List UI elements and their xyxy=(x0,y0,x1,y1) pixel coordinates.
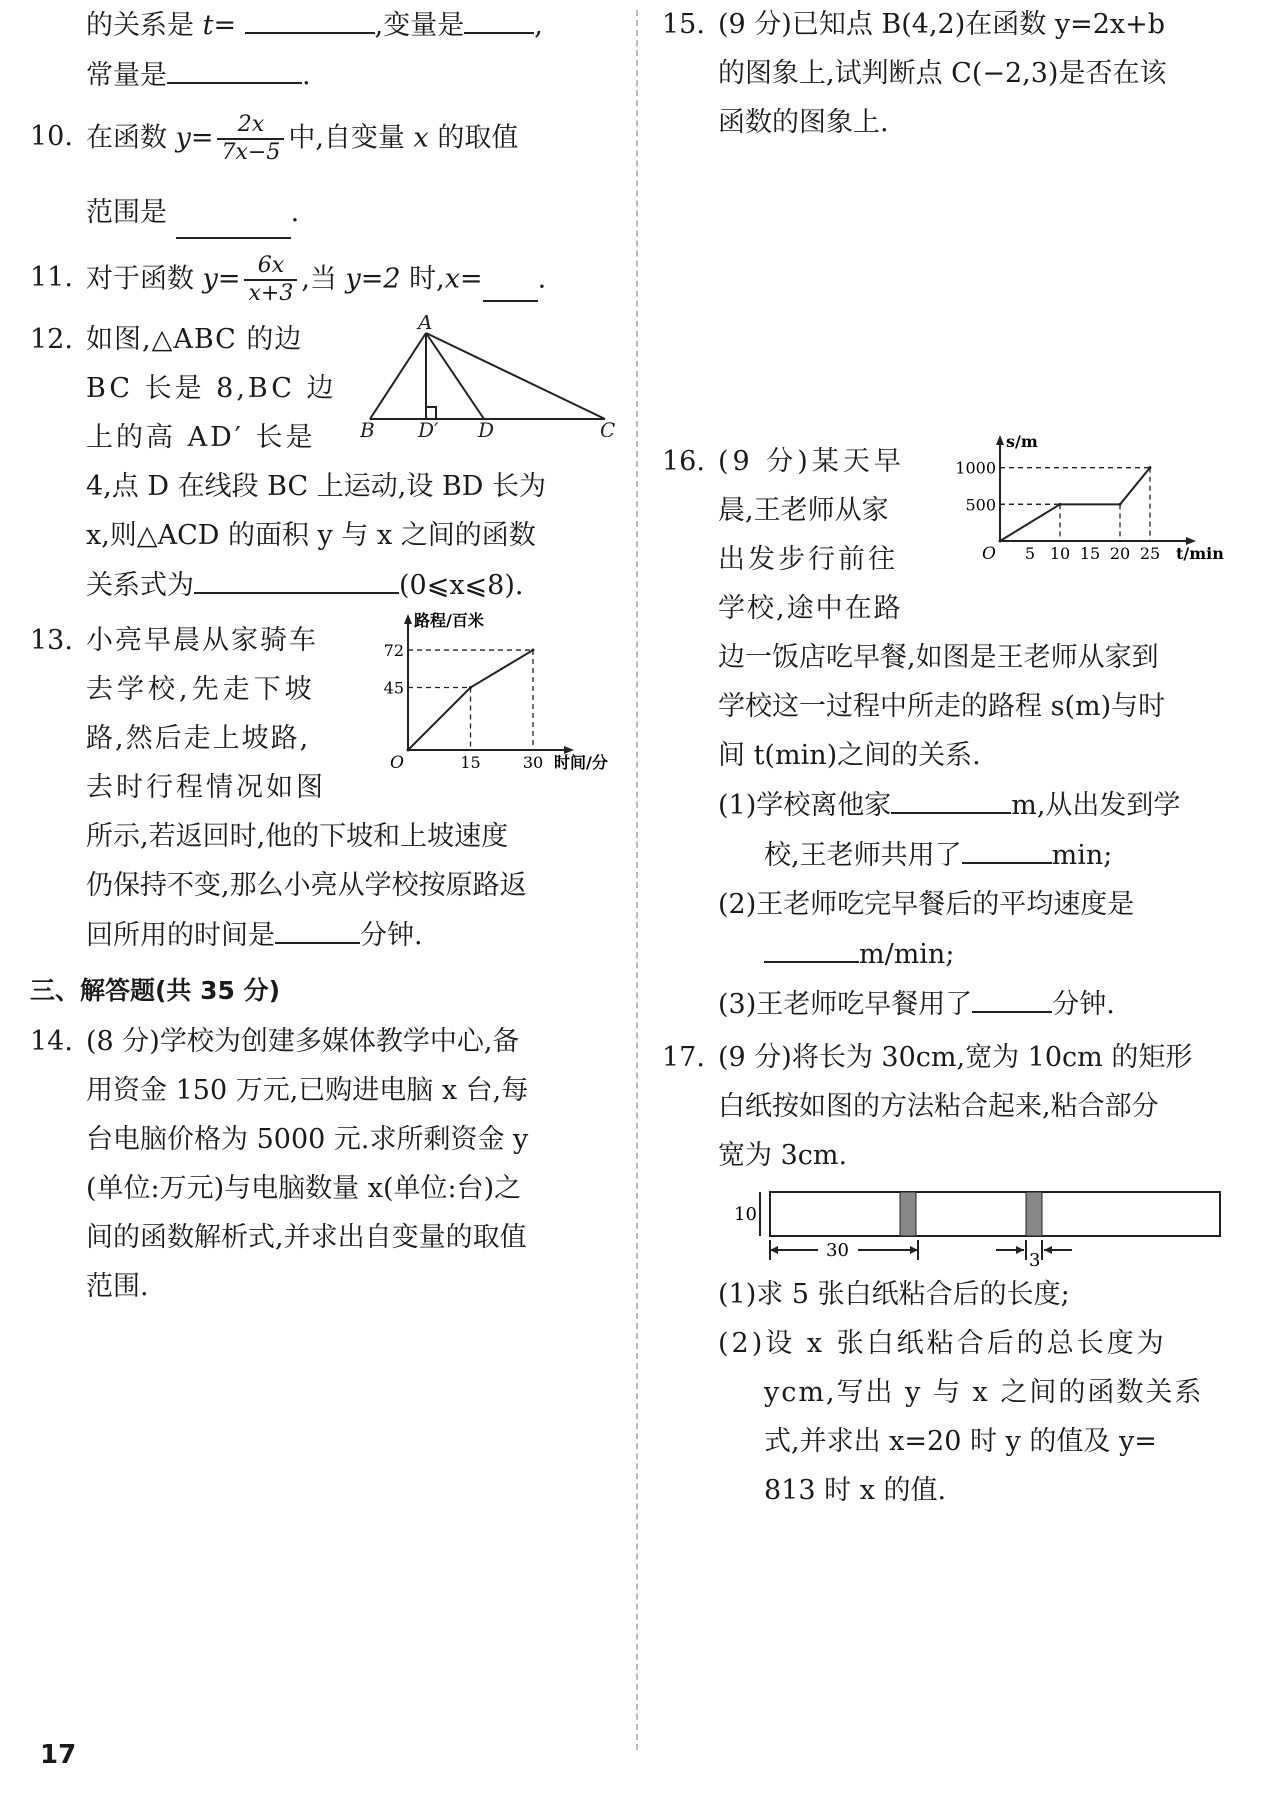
q10-fraction xyxy=(217,112,284,166)
q16-p1-text: (1)学校离他家 xyxy=(718,790,892,821)
q10-frac-bot: 7x−5 xyxy=(221,140,281,165)
q12-line6: 关系式为 xyxy=(86,570,194,601)
y-axis-arrow xyxy=(404,614,412,624)
x-tick-label: 5 xyxy=(1024,544,1036,563)
q11-end: . xyxy=(537,263,547,295)
q16-line7: 间 t(min)之间的关系. xyxy=(718,740,981,771)
section-3-heading xyxy=(30,966,615,1015)
q13-blank[interactable] xyxy=(275,910,360,944)
q12-line2: BC 长是 8,BC 边 xyxy=(86,373,337,404)
q16-line5: 边一饭店吃早餐,如图是王老师从家到 xyxy=(718,642,1159,673)
q16-distance-time-chart xyxy=(942,433,1242,583)
q13-distance-time-chart xyxy=(370,608,630,778)
q12-line6-post: (0⩽x⩽8). xyxy=(399,570,524,601)
q10-blank[interactable] xyxy=(176,205,291,239)
q12-line3: 上的高 AD′ 长是 xyxy=(86,422,316,453)
q17-p2-line4: 813 时 x 的值. xyxy=(764,1475,947,1506)
side-ab xyxy=(370,333,426,419)
q11-frac-bot: x+3 xyxy=(248,281,294,306)
question-16 xyxy=(662,433,1252,1029)
q17-part-2 xyxy=(662,1319,1252,1515)
glued-overlap-1 xyxy=(900,1192,916,1236)
q16-line2: 晨,王老师从家 xyxy=(718,495,889,526)
q16-p3-text: (3)王老师吃早餐用了 xyxy=(718,989,973,1020)
q16-p2-text: (2)王老师吃完早餐后的平均速度是 xyxy=(718,889,1135,920)
label-d-prime: D′ xyxy=(418,418,439,437)
q17-p2-line2: ycm,写出 y 与 x 之间的函数关系 xyxy=(764,1377,1204,1408)
arrowhead xyxy=(1016,1246,1024,1254)
q15-line2: 的图象上,试判断点 C(−2,3)是否在该 xyxy=(718,58,1167,89)
q9-sep1: ,变量是 xyxy=(374,10,465,41)
q10-y: y= xyxy=(175,122,214,154)
q13-number: 13. xyxy=(30,625,73,656)
arrowhead xyxy=(1044,1246,1052,1254)
q16-p1-blank-2[interactable] xyxy=(962,830,1052,864)
triangle-figure xyxy=(360,315,620,437)
q11-x: x= xyxy=(444,263,483,295)
q14-line3: 台电脑价格为 5000 元.求所剩资金 y xyxy=(86,1124,529,1155)
q16-part-3 xyxy=(662,979,1252,1029)
data-point xyxy=(469,686,472,689)
page-number: 17 xyxy=(40,1740,77,1770)
q16-p3-blank[interactable] xyxy=(972,979,1052,1013)
q9-blank-2[interactable] xyxy=(464,0,534,34)
question-11 xyxy=(30,253,615,307)
y-axis-arrow xyxy=(996,435,1004,445)
q16-p1-blank-1[interactable] xyxy=(891,780,1011,814)
x-tick-label: 15 xyxy=(1079,544,1101,563)
q13-line2: 去学校,先走下坡 xyxy=(86,674,316,705)
q16-p1-line2: 校,王老师共用了 xyxy=(764,840,962,871)
q10-end: . xyxy=(290,197,300,228)
q11-text-2: ,当 xyxy=(301,263,346,295)
q11-blank[interactable] xyxy=(483,268,538,302)
q13-line3: 路,然后走上坡路, xyxy=(86,723,311,754)
q11-text: 对于函数 xyxy=(86,263,203,295)
q16-line1: (9 分)某天早 xyxy=(718,446,905,477)
data-point xyxy=(999,540,1002,543)
q14-line5: 间的函数解析式,并求出自变量的取值 xyxy=(86,1222,527,1253)
q17-line2: 白纸按如图的方法粘合起来,粘合部分 xyxy=(718,1091,1159,1122)
q15-number: 15. xyxy=(662,9,705,40)
y-tick-label: 72 xyxy=(383,641,404,661)
q11-number: 11. xyxy=(30,262,73,293)
q11-frac-top: 6x xyxy=(244,253,297,281)
q14-line2: 用资金 150 万元,已购进电脑 x 台,每 xyxy=(86,1075,529,1106)
arrowhead xyxy=(910,1246,918,1254)
data-point xyxy=(1149,466,1152,469)
label-c: C xyxy=(600,418,616,437)
q15-line1: (9 分)已知点 B(4,2)在函数 y=2x+b xyxy=(718,9,1166,40)
origin-label: O xyxy=(390,753,404,773)
q16-part-1 xyxy=(662,780,1252,880)
data-point xyxy=(407,749,410,752)
q16-p1-line2-post: min; xyxy=(1051,840,1113,871)
q16-p2-line2-post: m/min; xyxy=(859,939,955,970)
data-point xyxy=(1119,503,1122,506)
label-height: 10 xyxy=(734,1204,757,1225)
data-point xyxy=(532,649,535,652)
q16-p1-mid: m,从出发到学 xyxy=(1011,790,1181,821)
data-point xyxy=(1059,503,1062,506)
y-axis-label: 路程/百米 xyxy=(414,611,484,630)
q10-number: 10. xyxy=(30,121,73,152)
question-9-continuation xyxy=(30,0,615,100)
y-tick-label: 45 xyxy=(383,678,404,698)
x-tick-label: 30 xyxy=(522,753,544,772)
q13-line7: 回所用的时间是 xyxy=(86,920,275,951)
q12-line4: 4,点 D 在线段 BC 上运动,设 BD 长为 xyxy=(86,471,546,502)
question-10 xyxy=(30,112,615,239)
arrowhead xyxy=(770,1246,778,1254)
q9-blank-3[interactable] xyxy=(167,50,302,84)
label-a: A xyxy=(418,315,433,334)
question-17 xyxy=(662,1033,1252,1515)
q15-line3: 函数的图象上. xyxy=(718,107,889,138)
glued-overlap-2 xyxy=(1026,1192,1042,1236)
q10-line2: 范围是 xyxy=(86,197,167,228)
q13-line7-post: 分钟. xyxy=(360,920,423,951)
q16-part-2 xyxy=(662,880,1252,979)
q12-blank[interactable] xyxy=(194,560,399,594)
q16-p3-post: 分钟. xyxy=(1052,989,1115,1020)
x-axis-label: t/min xyxy=(1176,544,1224,563)
q16-line3: 出发步行前往 xyxy=(718,544,898,575)
q17-number: 17. xyxy=(662,1042,705,1073)
right-column xyxy=(662,0,1252,1515)
glued-strips-figure xyxy=(718,1186,1228,1270)
q16-line6: 学校这一过程中所走的路程 s(m)与时 xyxy=(718,691,1166,722)
q16-line4: 学校,途中在路 xyxy=(718,593,903,624)
q13-line1: 小亮早晨从家骑车 xyxy=(86,625,318,656)
column-divider xyxy=(636,10,638,1750)
q14-line4: (单位:万元)与电脑数量 x(单位:台)之 xyxy=(86,1173,522,1204)
q12-line1: 如图,△ABC 的边 xyxy=(86,324,303,355)
y-tick-label: 1000 xyxy=(955,458,996,478)
x-tick-label: 15 xyxy=(460,753,481,772)
x-tick-label: 25 xyxy=(1139,544,1161,563)
q16-p2-blank[interactable] xyxy=(764,929,859,963)
q16-number: 16. xyxy=(662,446,705,477)
x-tick-label: 10 xyxy=(1049,544,1071,563)
q14-line1: (8 分)学校为创建多媒体教学中心,备 xyxy=(86,1026,520,1057)
question-12 xyxy=(30,315,615,610)
q17-part-1: (1)求 5 张白纸粘合后的长度; xyxy=(718,1279,1070,1310)
q11-text-3: 时, xyxy=(400,263,445,295)
q13-line5: 所示,若返回时,他的下坡和上坡速度 xyxy=(86,821,509,852)
q10-frac-top: 2x xyxy=(217,112,284,140)
q11-y2: y=2 xyxy=(345,263,401,295)
q17-line3: 宽为 3cm. xyxy=(718,1140,848,1171)
q17-p2-line3: 式,并求出 x=20 时 y 的值及 y= xyxy=(764,1426,1157,1457)
left-column xyxy=(30,0,615,1311)
question-14 xyxy=(30,1017,615,1311)
section-3-title: 三、解答题(共 35 分) xyxy=(30,976,281,1005)
q9-sep2: , xyxy=(534,10,543,41)
side-ac xyxy=(426,333,605,419)
q17-line1: (9 分)将长为 30cm,宽为 10cm 的矩形 xyxy=(718,1042,1193,1073)
q9-blank-1[interactable] xyxy=(245,0,375,34)
q9-text-2: 常量是 xyxy=(86,60,167,91)
label-length: 30 xyxy=(826,1240,849,1261)
label-b: B xyxy=(360,418,375,437)
q12-number: 12. xyxy=(30,324,73,355)
strip-outline xyxy=(770,1192,1220,1236)
q12-line5: x,则△ACD 的面积 y 与 x 之间的函数 xyxy=(86,520,536,551)
q11-y: y= xyxy=(202,263,241,295)
q13-line6: 仍保持不变,那么小亮从学校按原路返 xyxy=(86,870,527,901)
q14-number: 14. xyxy=(30,1026,73,1057)
y-axis-label: s/m xyxy=(1006,433,1038,451)
q9-end: . xyxy=(302,60,311,91)
label-overlap: 3 xyxy=(1029,1250,1041,1270)
q11-fraction xyxy=(244,253,297,307)
q17-p2-line1: (2)设 x 张白纸粘合后的总长度为 xyxy=(718,1328,1167,1359)
q10-text: 在函数 xyxy=(86,122,176,154)
x-tick-label: 20 xyxy=(1109,544,1131,563)
q14-line6: 范围. xyxy=(86,1271,149,1302)
q10-text-3: 的取值 xyxy=(428,122,519,154)
q9-eq: = xyxy=(213,10,237,41)
question-15 xyxy=(662,0,1252,147)
q9-text: 的关系是 xyxy=(86,10,203,41)
y-tick-label: 500 xyxy=(965,495,996,515)
q13-line4: 去时行程情况如图 xyxy=(86,772,326,803)
q10-var: x xyxy=(413,122,429,154)
origin-label: O xyxy=(982,544,996,564)
question-13 xyxy=(30,611,615,960)
q10-text-2: 中,自变量 xyxy=(288,122,414,154)
label-d: D xyxy=(478,418,495,437)
q9-var-t: t xyxy=(202,10,214,41)
x-axis-label: 时间/分 xyxy=(554,753,608,772)
